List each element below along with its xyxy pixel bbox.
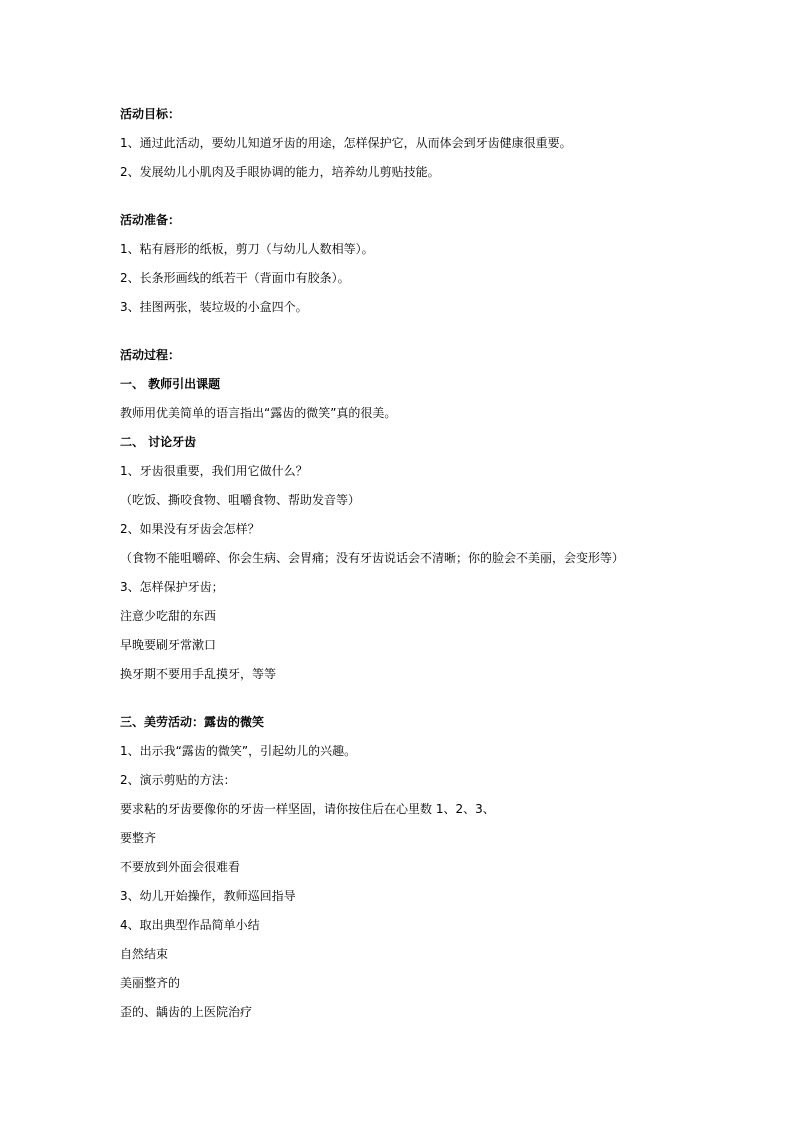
- part2-title: 二、 讨论牙齿: [120, 435, 197, 449]
- part2-line-8: 换牙期不要用手乱摸牙，等等: [120, 667, 277, 681]
- part2-line-7: 早晚要刷牙常漱口: [120, 638, 217, 652]
- preparation-item-1: 1、粘有唇形的纸板，剪刀（与幼儿人数相等）。: [120, 242, 374, 256]
- goals-item-2: 2、发展幼儿小肌肉及手眼协调的能力，培养幼儿剪贴技能。: [120, 165, 440, 179]
- part2-line-5: 3、怎样保护牙齿；: [120, 580, 224, 594]
- part3-line-5: 不要放到外面会很难看: [120, 860, 241, 874]
- part3-line-6: 3、幼儿开始操作，教师巡回指导: [120, 889, 296, 903]
- part2-line-4: （食物不能咀嚼碎、你会生病、会胃痛；没有牙齿说话会不清晰；你的脸会不美丽，会变形等）: [120, 551, 625, 565]
- goals-heading: 活动目标：: [120, 107, 181, 121]
- part3-line-10: 歪的、龋齿的上医院治疗: [120, 1005, 253, 1019]
- part3-line-8: 自然结束: [120, 947, 169, 961]
- part3-line-1: 1、出示我“露齿的微笑”，引起幼儿的兴趣。: [120, 744, 357, 758]
- preparation-item-2: 2、长条形画线的纸若干（背面巾有胶条）。: [120, 271, 350, 285]
- part3-title-emphasis: 露齿的微笑: [204, 715, 265, 729]
- part3-line-9: 美丽整齐的: [120, 976, 181, 990]
- part2-line-6: 注意少吃甜的东西: [120, 609, 217, 623]
- section-spacer: [120, 187, 740, 206]
- preparation-item-3: 3、挂图两张，装垃圾的小盒四个。: [120, 300, 308, 314]
- part3-line-2: 2、演示剪贴的方法：: [120, 773, 236, 787]
- part3-line-4: 要整齐: [120, 831, 157, 845]
- part3-title-prefix: 三、美劳活动：: [120, 715, 205, 729]
- part3-title: [120, 708, 740, 737]
- part2-line-3: 2、如果没有牙齿会怎样？: [120, 522, 260, 536]
- part2-line-2: （吃饭、撕咬食物、咀嚼食物、帮助发音等）: [120, 493, 361, 507]
- goals-item-1: 1、通过此活动，要幼儿知道牙齿的用途，怎样保护它，从而体会到牙齿健康很重要。: [120, 136, 572, 150]
- preparation-heading: 活动准备：: [120, 213, 181, 227]
- section-spacer: [120, 322, 740, 341]
- part1-line-1: 教师用优美简单的语言指出“露齿的微笑”真的很美。: [120, 406, 397, 420]
- part3-line-3: 要求粘的牙齿要像你的牙齿一样坚固，请你按住后在心里数 1、2、3、: [120, 802, 495, 816]
- document-content: [120, 100, 740, 1027]
- part1-title: 一、 教师引出课题: [120, 377, 221, 391]
- section-spacer: [120, 689, 740, 708]
- process-heading: 活动过程：: [120, 348, 181, 362]
- part3-line-7: 4、取出典型作品简单小结: [120, 918, 260, 932]
- part2-line-1: 1、牙齿很重要，我们用它做什么？: [120, 464, 308, 478]
